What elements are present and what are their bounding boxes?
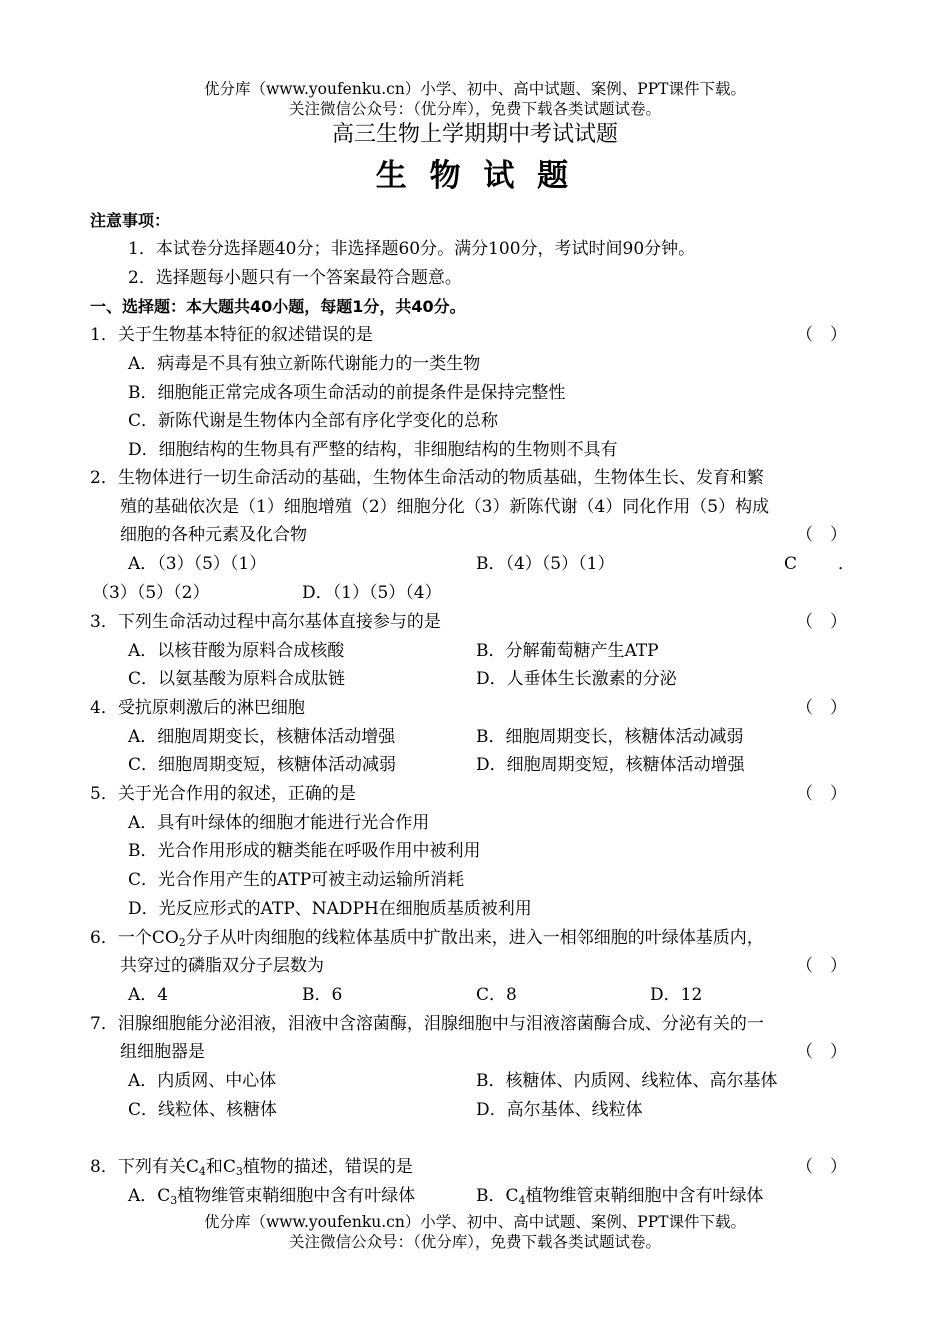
q8-stem-text: 植物的描述，错误的是	[242, 1157, 413, 1177]
answer-bracket: （ ）	[796, 325, 847, 345]
q6-option-d: D．12	[650, 985, 703, 1005]
answer-bracket: （ ）	[796, 1157, 847, 1177]
question-4-stem: 4．受抗原刺激后的淋巴细胞	[90, 698, 305, 718]
question-7-stem-line-1: 7．泪腺细胞能分泌泪液，泪液中含溶菌酶，泪腺细胞中与泪液溶菌酶合成、分泌有关的一	[90, 1014, 764, 1034]
subscript: 2	[178, 936, 186, 949]
q5-option-c: C．光合作用产生的ATP可被主动运输所消耗	[128, 870, 465, 890]
question-6-stem-line-2: 共穿过的磷脂双分子层数为	[120, 956, 324, 976]
q8-option-b	[476, 1185, 764, 1207]
q2-option-b: B．（4）（5）（1）	[476, 554, 615, 574]
q8-option-a-text: A．C	[128, 1186, 171, 1206]
question-8-stem	[90, 1156, 413, 1178]
subscript: 4	[198, 1165, 206, 1178]
q8-option-b-text: B．C	[476, 1186, 519, 1206]
notice-heading: 注意事项：	[90, 211, 171, 230]
q5-option-a: A．具有叶绿体的细胞才能进行光合作用	[128, 813, 430, 833]
notice-item-2: 2．选择题每小题只有一个答案最符合题意。	[128, 268, 462, 288]
q3-option-b: B．分解葡萄糖产生ATP	[476, 641, 659, 661]
question-2-stem-line-3: 细胞的各种元素及化合物	[120, 525, 307, 545]
answer-bracket: （ ）	[796, 1042, 847, 1062]
q1-option-b: B．细胞能正常完成各项生命活动的前提条件是保持完整性	[128, 383, 566, 403]
exam-subtitle: 高三生物上学期期中考试试题	[331, 122, 618, 147]
q2-option-d: D．（1）（5）（4）	[302, 583, 442, 603]
q4-option-b: B．细胞周期变长，核糖体活动减弱	[476, 727, 744, 747]
q6-stem-text: 分子从叶肉细胞的线粒体基质中扩散出来，进入一相邻细胞的叶绿体基质内，	[185, 928, 764, 948]
q8-option-a	[128, 1185, 415, 1207]
q2-option-c-dot: ．	[838, 554, 855, 574]
question-7-stem-line-2: 组细胞器是	[120, 1042, 205, 1062]
q4-option-a: A．细胞周期变长，核糖体活动增强	[128, 727, 396, 747]
question-2-stem-line-2: 殖的基础依次是（1）细胞增殖（2）细胞分化（3）新陈代谢（4）同化作用（5）构成	[120, 497, 770, 517]
question-3-stem: 3．下列生命活动过程中高尔基体直接参与的是	[90, 612, 441, 632]
q1-option-a: A．病毒是不具有独立新陈代谢能力的一类生物	[128, 354, 481, 374]
q2-option-c-label: C	[784, 554, 798, 574]
q2-option-a: A．（3）（5）（1）	[128, 554, 267, 574]
exam-title: 生 物 试 题	[375, 158, 575, 194]
q8-option-b-text: 植物维管束鞘细胞中含有叶绿体	[525, 1186, 764, 1206]
header-line-2: 关注微信公众号：（优分库），免费下载各类试题试卷。	[288, 100, 661, 118]
q3-option-c: C．以氨基酸为原料合成肽链	[128, 669, 346, 689]
subscript: 3	[235, 1165, 243, 1178]
q8-stem-text: 8．下列有关C	[90, 1157, 199, 1177]
footer-line-1: 优分库（www.youfenku.cn）小学、初中、高中试题、案例、PPT课件下载。	[203, 1213, 747, 1231]
q7-option-a: A．内质网、中心体	[128, 1071, 277, 1091]
q4-option-c: C．细胞周期变短，核糖体活动减弱	[128, 755, 397, 775]
q3-option-d: D．人垂体生长激素的分泌	[476, 669, 677, 689]
q6-stem-text: 6．一个CO	[90, 928, 179, 948]
notice-item-1: 1．本试卷分选择题40分；非选择题60分。满分100分，考试时间90分钟。	[128, 239, 696, 259]
question-5-stem: 5．关于光合作用的叙述，正确的是	[90, 784, 356, 804]
q6-option-c: C．8	[476, 985, 517, 1005]
q6-option-b: B．6	[302, 985, 343, 1005]
q1-option-c: C．新陈代谢是生物体内全部有序化学变化的总称	[128, 411, 499, 431]
q3-option-a: A．以核苷酸为原料合成核酸	[128, 641, 345, 661]
q8-option-a-text: 植物维管束鞘细胞中含有叶绿体	[177, 1186, 416, 1206]
header-line-1: 优分库（www.youfenku.cn）小学、初中、高中试题、案例、PPT课件下载。	[203, 80, 747, 98]
answer-bracket: （ ）	[796, 525, 847, 545]
subscript: 3	[170, 1194, 178, 1207]
q7-option-d: D．高尔基体、线粒体	[476, 1100, 643, 1120]
q1-option-d: D．细胞结构的生物具有严整的结构，非细胞结构的生物则不具有	[128, 440, 618, 460]
q4-option-d: D．细胞周期变短，核糖体活动增强	[476, 755, 745, 775]
answer-bracket: （ ）	[796, 784, 847, 804]
q7-option-c: C．线粒体、核糖体	[128, 1100, 278, 1120]
subscript: 4	[518, 1194, 526, 1207]
q8-stem-text: 和C	[205, 1157, 236, 1177]
question-2-stem-line-1: 2．生物体进行一切生命活动的基础，生物体生命活动的物质基础，生物体生长、发育和繁	[90, 468, 764, 488]
question-6-stem-line-1	[90, 927, 764, 949]
answer-bracket: （ ）	[796, 698, 847, 718]
q2-option-c-text: （3）（5）（2）	[92, 583, 210, 603]
q7-option-b: B．核糖体、内质网、线粒体、高尔基体	[476, 1071, 778, 1091]
footer-line-2: 关注微信公众号：（优分库），免费下载各类试题试卷。	[288, 1233, 661, 1251]
q5-option-d: D．光反应形式的ATP、NADPH在细胞质基质被利用	[128, 899, 532, 919]
answer-bracket: （ ）	[796, 612, 847, 632]
q5-option-b: B．光合作用形成的糖类能在呼吸作用中被利用	[128, 841, 481, 861]
answer-bracket: （ ）	[796, 956, 847, 976]
question-1-stem: 1．关于生物基本特征的叙述错误的是	[90, 325, 373, 345]
q6-option-a: A．4	[128, 985, 169, 1005]
section-heading: 一、选择题：本大题共40小题，每题1分，共40分。	[90, 297, 466, 316]
